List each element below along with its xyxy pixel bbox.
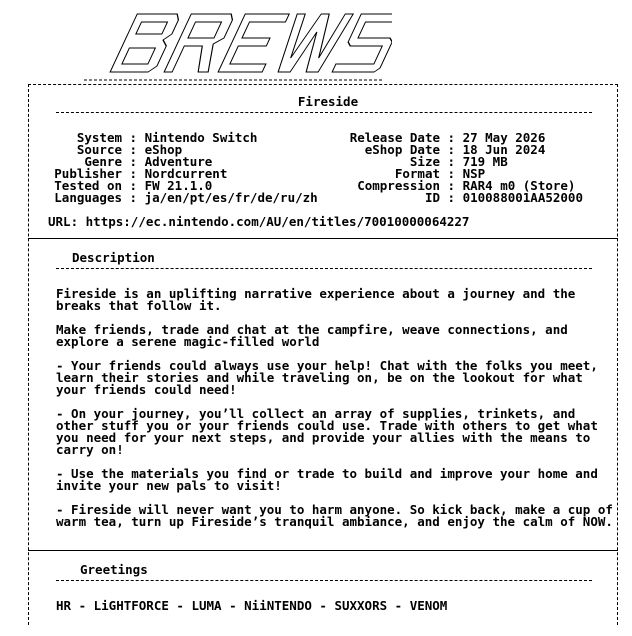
info-row-source: Source : eShop <box>76 142 183 157</box>
greetings-text: HR - LiGHTFORCE - LUMA - NiiNTENDO - SUXXORS - VENOM <box>56 598 448 613</box>
info-row-publisher: Publisher : Nordcurrent <box>54 166 228 181</box>
description-paragraph-5: - Use the materials you find or trade to build and improve your home and invite your new pals to visit! <box>56 466 598 493</box>
info-row-format: Format : NSP <box>394 166 486 181</box>
info-left <box>46 132 318 204</box>
svg-text:BREWS: BREWS <box>82 8 86 9</box>
description-paragraph-1: Fireside is an uplifting narrative experience about a journey and the breaks that follow it. <box>56 286 576 313</box>
greetings-heading: Greetings <box>80 562 148 577</box>
info-row-tested-on: Tested on : FW 21.1.0 <box>54 178 213 193</box>
description-paragraph-4: - On your journey, you’ll collect an array of supplies, trinkets, and other stuff you or your friends could use. Trade with others to get what you need for your next steps, and provide your allies with the means to carry on! <box>56 406 598 457</box>
section-divider-2 <box>28 550 618 551</box>
url-label: URL: <box>48 214 79 229</box>
url-link[interactable]: https://ec.nintendo.com/AU/en/titles/70010000064227 <box>85 214 470 229</box>
info-row-languages: Languages : ja/en/pt/es/fr/de/ru/zh <box>54 190 318 205</box>
page-title: Fireside <box>297 94 359 109</box>
section-divider-1 <box>28 238 618 239</box>
description-paragraph-2: Make friends, trade and chat at the campfire, weave connections, and explore a serene magic-filled world <box>56 322 568 349</box>
info-row-compression: Compression : RAR4 m0 (Store) <box>357 178 576 193</box>
info-row-size: Size : 719 MB <box>409 154 508 169</box>
title-divider <box>56 112 592 113</box>
greetings-divider <box>56 580 592 581</box>
description-heading: Description <box>72 250 155 265</box>
info-right <box>326 132 583 204</box>
description-paragraph-3: - Your friends could always use your help! Chat with the folks you meet, learn their stories and while traveling on, be on the lookout for what your friends could need! <box>56 358 598 397</box>
description-divider <box>56 268 592 269</box>
info-row-system: System : Nintendo Switch <box>76 130 258 145</box>
info-row-genre: Genre : Adventure <box>84 154 213 169</box>
brews-logo <box>82 8 392 82</box>
description-paragraph-6: - Fireside will never want you to harm anyone. So kick back, make a cup of warm tea, turn up Fireside’s tranquil ambiance, and enjoy the calm of NOW. <box>56 502 613 529</box>
info-row-release-date: Release Date : 27 May 2026 <box>349 130 546 145</box>
url-row <box>48 216 469 228</box>
info-row-eshop-date: eShop Date : 18 Jun 2024 <box>364 142 546 157</box>
info-row-id: ID : 010088001AA52000 <box>424 190 583 205</box>
